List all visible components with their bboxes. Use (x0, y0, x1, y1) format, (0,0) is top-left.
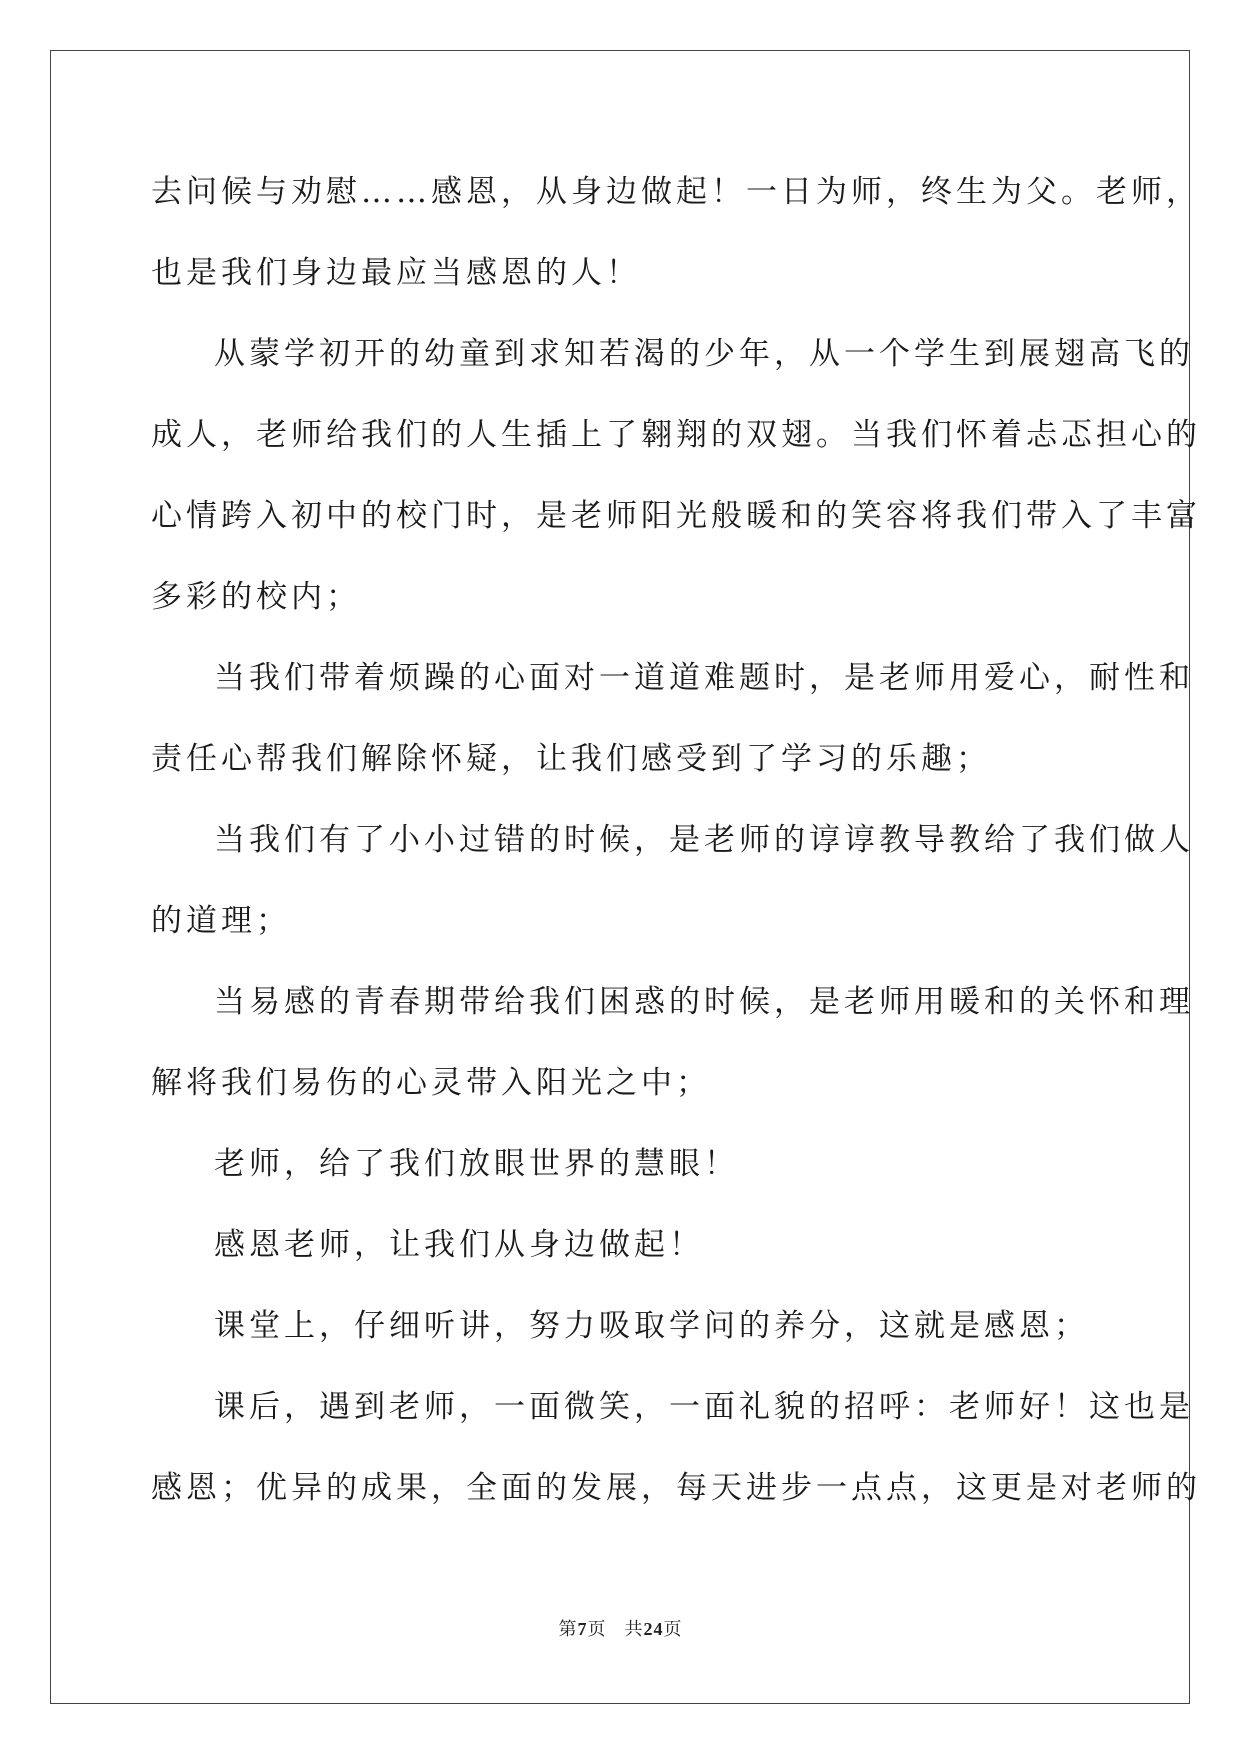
text-line: 成人，老师给我们的人生插上了翱翔的双翅。当我们怀着忐忑担心的 (151, 417, 1201, 453)
text-line: 当易感的青春期带给我们困惑的时候，是老师用暖和的关怀和理 (214, 984, 1194, 1020)
text-line: 感恩老师，让我们从身边做起！ (214, 1227, 704, 1263)
text-line: 的道理； (151, 903, 291, 939)
text-line: 也是我们身边最应当感恩的人！ (151, 255, 641, 291)
page-border (50, 50, 1190, 1704)
page-number: 7 (577, 1619, 588, 1639)
text-line: 老师，给了我们放眼世界的慧眼！ (214, 1146, 739, 1182)
total-pages: 24 (643, 1619, 664, 1639)
text-line: 从蒙学初开的幼童到求知若渴的少年，从一个学生到展翅高飞的 (214, 336, 1194, 372)
page-prefix: 第 (558, 1619, 578, 1639)
text-line: 课堂上，仔细听讲，努力吸取学问的养分，这就是感恩； (214, 1308, 1089, 1344)
text-line: 多彩的校内； (151, 579, 361, 615)
text-line: 当我们有了小小过错的时候，是老师的谆谆教导教给了我们做人 (214, 822, 1194, 858)
text-line: 去问候与劝慰……感恩，从身边做起！一日为师，终生为父。老师， (151, 174, 1201, 210)
text-line: 心情跨入初中的校门时，是老师阳光般暖和的笑容将我们带入了丰富 (151, 498, 1201, 534)
text-line: 课后，遇到老师，一面微笑，一面礼貌的招呼：老师好！这也是 (214, 1389, 1194, 1425)
page-suffix: 页 (587, 1619, 607, 1639)
total-suffix: 页 (663, 1619, 683, 1639)
text-line: 感恩；优异的成果，全面的发展，每天进步一点点，这更是对老师的 (151, 1470, 1201, 1506)
text-line: 责任心帮我们解除怀疑，让我们感受到了学习的乐趣； (151, 741, 991, 777)
text-line: 当我们带着烦躁的心面对一道道难题时，是老师用爱心，耐性和 (214, 660, 1194, 696)
page-footer (0, 1617, 1241, 1641)
total-prefix: 共 (624, 1619, 644, 1639)
text-line: 解将我们易伤的心灵带入阳光之中； (151, 1065, 711, 1101)
